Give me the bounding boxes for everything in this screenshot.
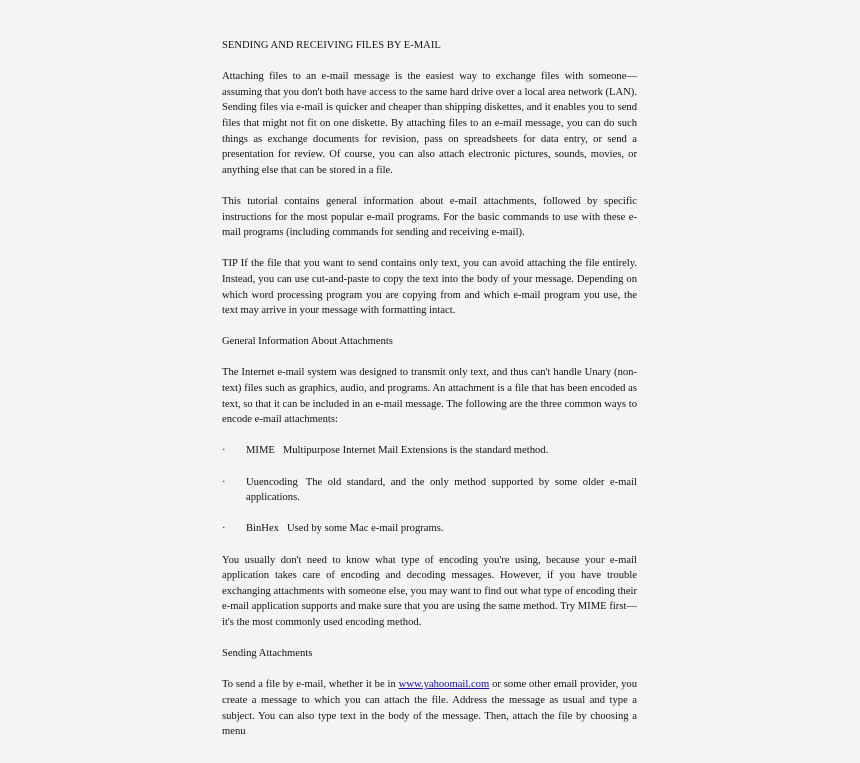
paragraph-tutorial: This tutorial contains general information about e-mail attachments, followed by specific instructions for the most popular e-mail programs. For the basic commands to use with these e-mail programs (including commands for sending and receiving e-mail). <box>222 195 637 239</box>
bullet-icon: · <box>222 523 226 535</box>
paragraph-encoding: The Internet e-mail system was designed to transmit only text, and thus can't handle Unary (non-text) files such as graphics, audio, and programs. An attachment is a file that has been encoded as text, so that it can be included in an e-mail message. The following are the three common ways to encode e-mail attachments: <box>222 367 637 426</box>
list-item <box>222 521 637 537</box>
bullet-icon: · <box>222 445 226 457</box>
paragraph-tip: TIP If the file that you want to send contains only text, you can avoid attaching the file entirely. Instead, you can use cut-and-paste to copy the text into the body of your message. Depending on which word processing program you are copying from and which e-mail program you use, the text may arrive in your message with formatting intact. <box>222 258 637 317</box>
bullet-icon: · <box>222 476 226 488</box>
sending-text-end: or some other email provider, you create a message to which you can attach the file. Address the message as usual and type a subject. You can also type text in the body of the message. Then, attach the file by choosing a menu <box>222 679 637 738</box>
sending-text-start: To send a file by e-mail, whether it be in <box>222 679 399 691</box>
bullet-term: MIME <box>246 445 275 457</box>
paragraph-encoding-advice: You usually don't need to know what type of encoding you're using, because your e-mail application takes care of encoding and decoding messages. However, if you have trouble exchanging attachments with someone else, you may want to find out what type of encoding their e-mail application supports and make sure that you are using the same method. Try MIME first—it's the most commonly used encoding method. <box>222 554 637 628</box>
section-heading-sending: Sending Attachments <box>222 648 313 660</box>
bullet-term: Uuencoding <box>246 476 298 488</box>
bullet-term: BinHex <box>246 523 279 535</box>
bullet-text: Multipurpose Internet Mail Extensions is the standard method. <box>282 445 549 457</box>
yahoomail-link[interactable]: www.yahoomail.com <box>398 679 490 691</box>
section-heading-general: General Information About Attachments <box>222 336 393 348</box>
paragraph-intro: Attaching files to an e-mail message is the easiest way to exchange files with someone—assuming that you don't both have access to the same hard drive over a local area network (LAN). Sending files via e-mail is quicker and cheaper than shipping diskettes, and it enables you to send files that might not fit on one diskette. By attaching files to an e-mail message, you can do such things as exchange documents for revision, pass on spreadsheets for data entry, or send a presentation for review. Of course, you can also attach electronic pictures, sounds, movies, or anything else that can be stored in a file. <box>222 71 637 176</box>
document-body <box>222 38 637 740</box>
bullet-text: The old standard, and the only method supported by some older e-mail applications. <box>246 476 637 504</box>
document-title: SENDING AND RECEIVING FILES BY E-MAIL <box>222 40 441 51</box>
paragraph-sending <box>222 677 637 739</box>
bullet-text: Used by some Mac e-mail programs. <box>286 523 444 535</box>
list-item <box>222 443 637 459</box>
list-item <box>222 475 637 506</box>
